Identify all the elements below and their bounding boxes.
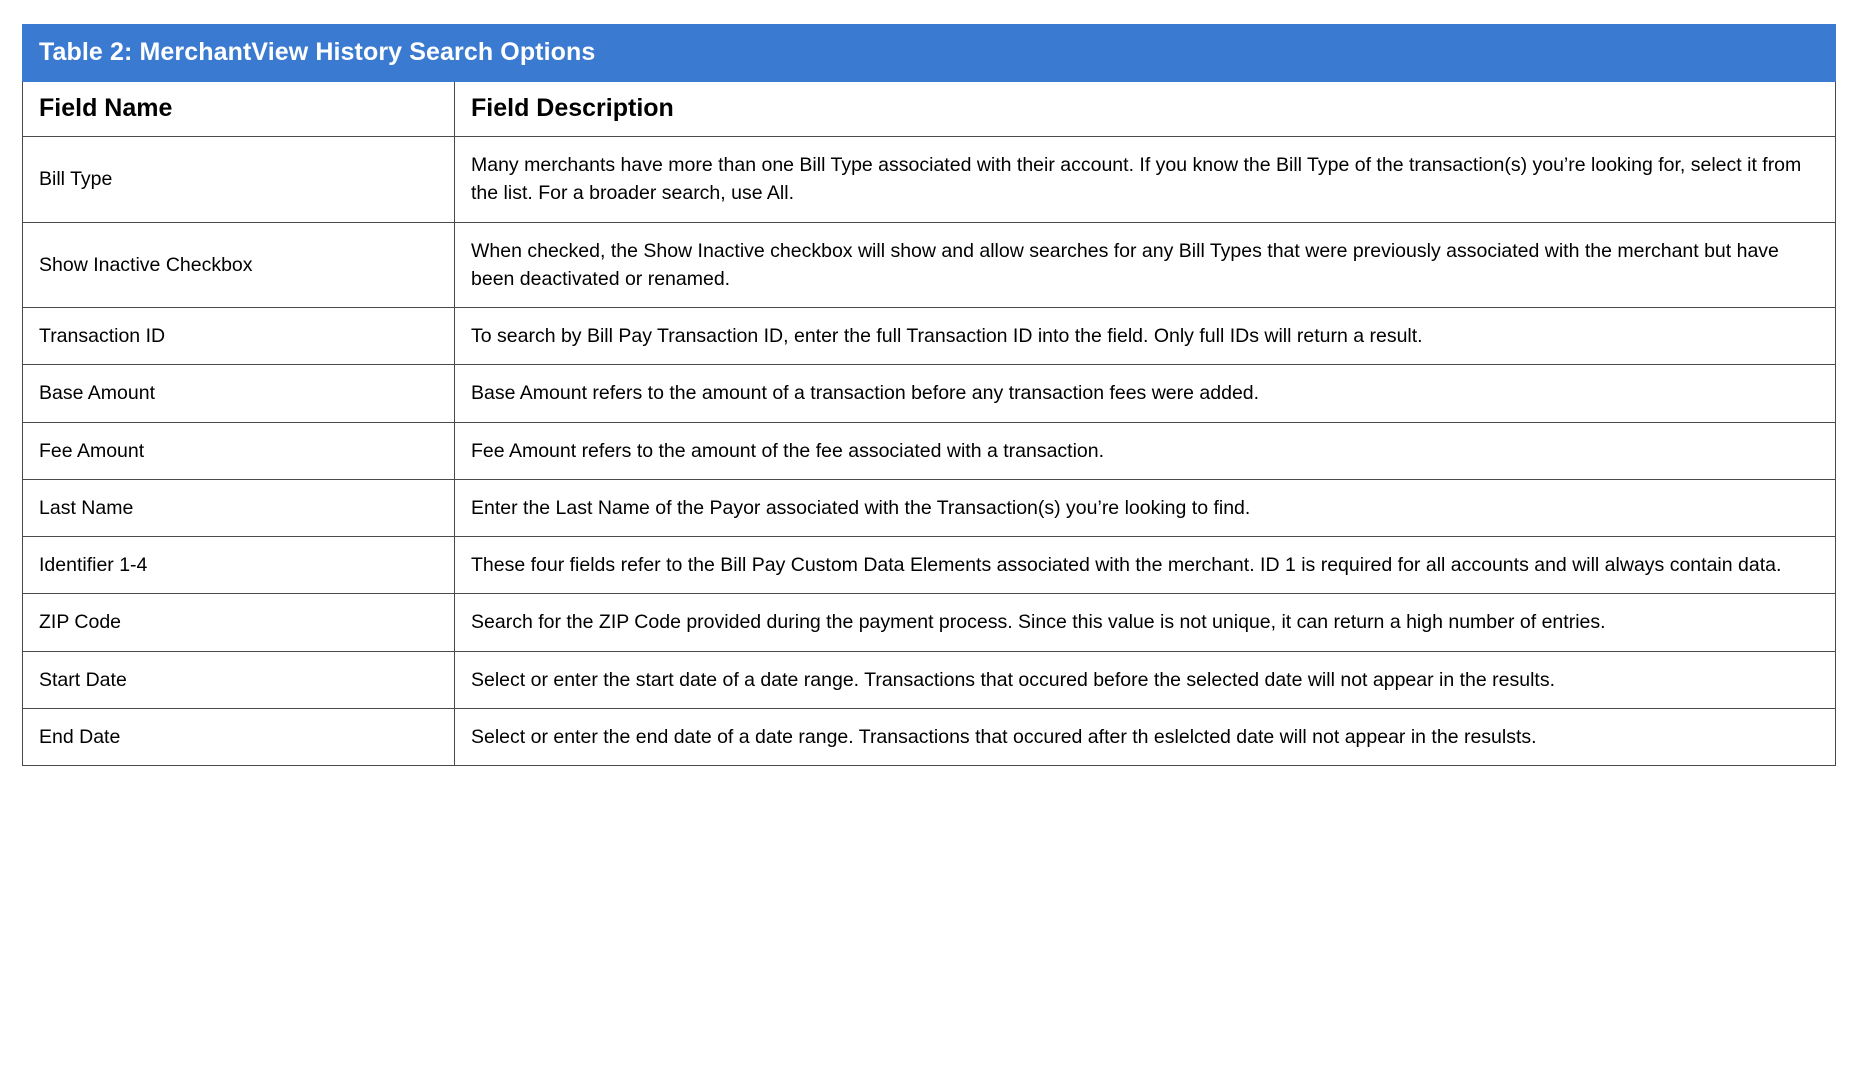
cell-field-name: Start Date — [23, 651, 455, 708]
cell-field-description: Enter the Last Name of the Payor associated with the Transaction(s) you’re looking to find. — [455, 479, 1836, 536]
cell-field-name: Base Amount — [23, 365, 455, 422]
cell-field-description: Base Amount refers to the amount of a transaction before any transaction fees were added. — [455, 365, 1836, 422]
cell-field-description: Select or enter the end date of a date range. Transactions that occured after th eslelcted date will not appear in the resulsts. — [455, 708, 1836, 765]
cell-field-description: These four fields refer to the Bill Pay Custom Data Elements associated with the merchant. ID 1 is required for all accounts and will always contain data. — [455, 537, 1836, 594]
column-header-field-name: Field Name — [23, 82, 455, 137]
table-row — [23, 708, 1836, 765]
cell-field-name: Fee Amount — [23, 422, 455, 479]
table-row — [23, 137, 1836, 223]
cell-field-description: Fee Amount refers to the amount of the fee associated with a transaction. — [455, 422, 1836, 479]
cell-field-description: Select or enter the start date of a date range. Transactions that occured before the selected date will not appear in the results. — [455, 651, 1836, 708]
cell-field-name: ZIP Code — [23, 594, 455, 651]
table-body — [23, 137, 1836, 766]
cell-field-name: Show Inactive Checkbox — [23, 222, 455, 308]
cell-field-name: Identifier 1-4 — [23, 537, 455, 594]
table-row — [23, 222, 1836, 308]
cell-field-name: End Date — [23, 708, 455, 765]
table-row — [23, 365, 1836, 422]
table-row — [23, 594, 1836, 651]
table-row — [23, 537, 1836, 594]
table-row — [23, 308, 1836, 365]
table-caption: Table 2: MerchantView History Search Options — [23, 25, 1836, 82]
table-row — [23, 422, 1836, 479]
table-row — [23, 479, 1836, 536]
cell-field-description: To search by Bill Pay Transaction ID, enter the full Transaction ID into the field. Only full IDs will return a result. — [455, 308, 1836, 365]
merchantview-history-search-options-table — [22, 24, 1836, 766]
cell-field-description: When checked, the Show Inactive checkbox will show and allow searches for any Bill Types that were previously associated with the merchant but have been deactivated or renamed. — [455, 222, 1836, 308]
cell-field-name: Bill Type — [23, 137, 455, 223]
table-header-row — [23, 82, 1836, 137]
cell-field-name: Transaction ID — [23, 308, 455, 365]
cell-field-name: Last Name — [23, 479, 455, 536]
cell-field-description: Many merchants have more than one Bill Type associated with their account. If you know the Bill Type of the transaction(s) you’re looking for, select it from the list. For a broader search, use All. — [455, 137, 1836, 223]
table-caption-row — [23, 25, 1836, 82]
column-header-field-description: Field Description — [455, 82, 1836, 137]
table-row — [23, 651, 1836, 708]
cell-field-description: Search for the ZIP Code provided during the payment process. Since this value is not unique, it can return a high number of entries. — [455, 594, 1836, 651]
